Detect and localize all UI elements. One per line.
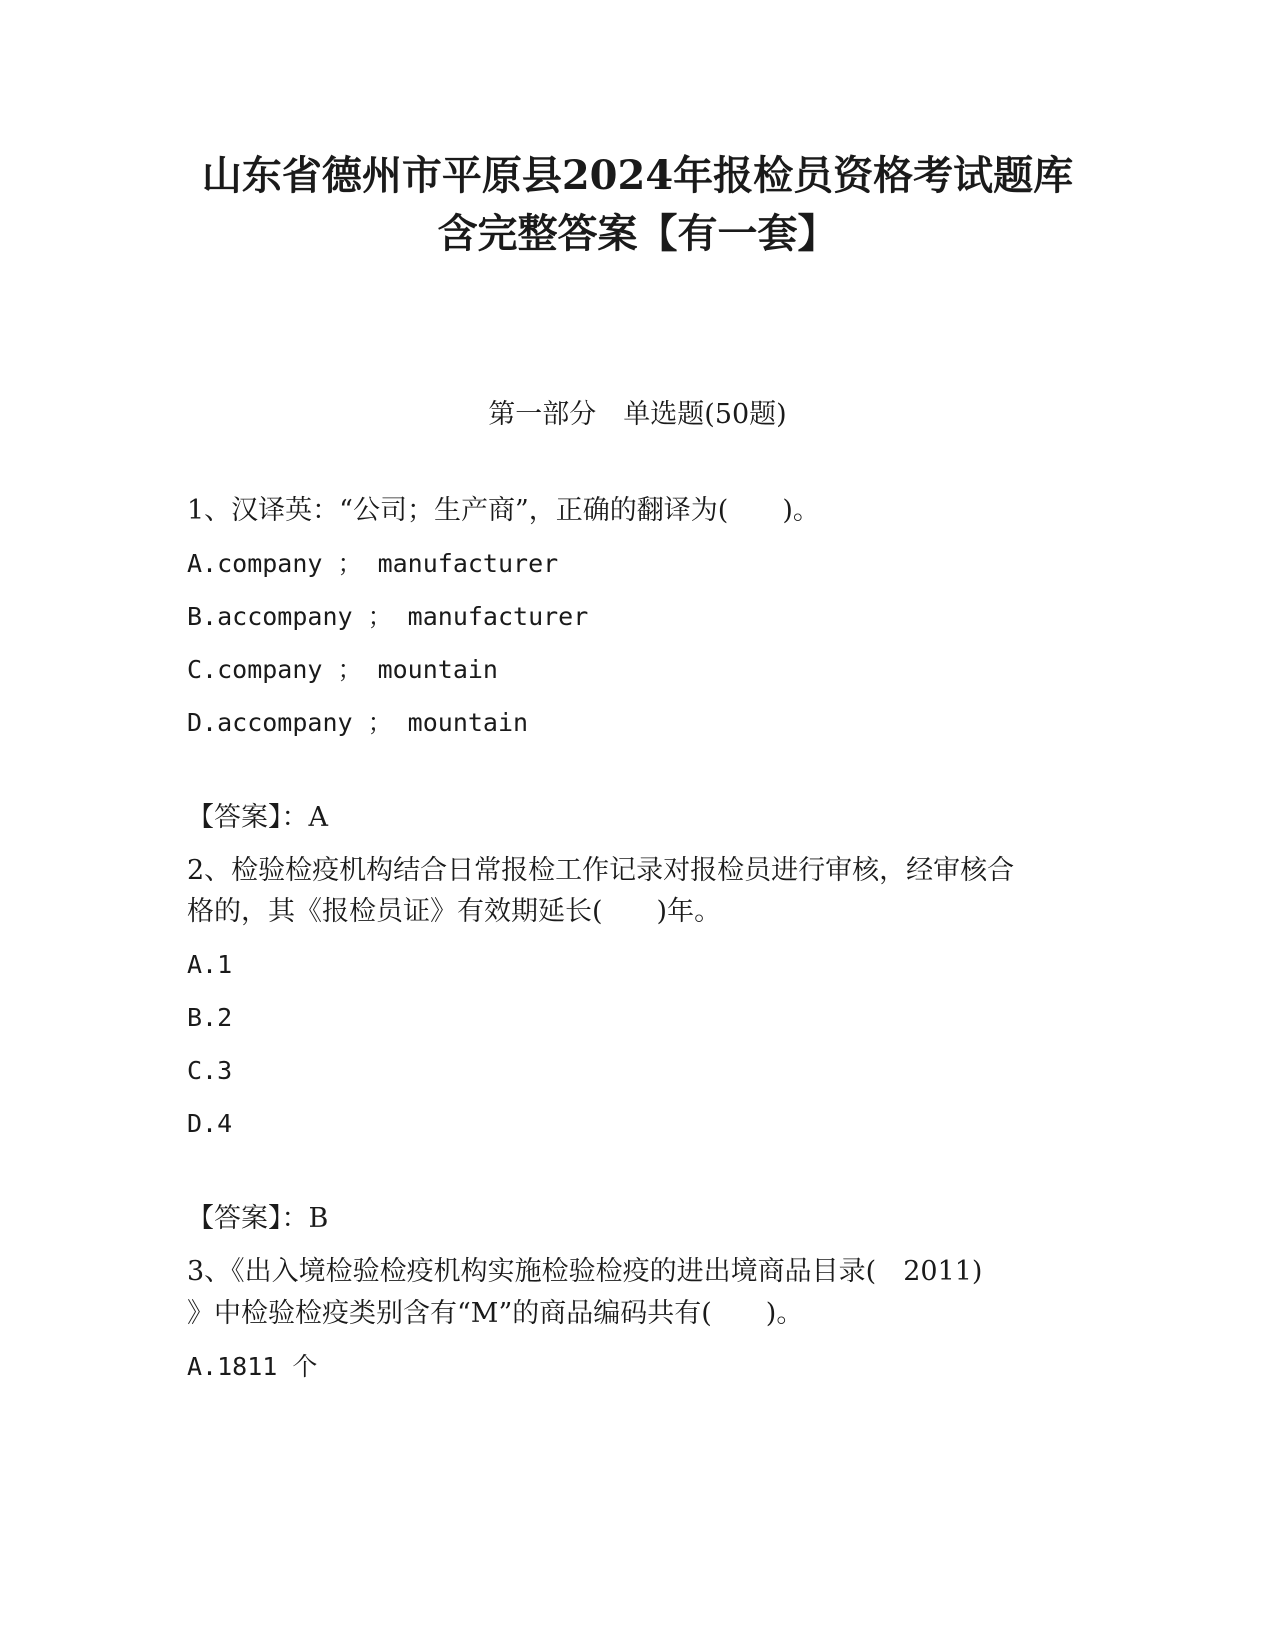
question-2-option-b: B.2: [187, 1003, 233, 1032]
question-2-option-c: C.3: [187, 1056, 233, 1085]
question-1-option-b: B.accompany ； manufacturer: [187, 602, 589, 631]
question-3-stem-line-1: 3、《出入境检验检疫机构实施检验检疫的进出境商品目录( 2011): [187, 1256, 983, 1287]
question-1-stem: 1、汉译英：“公司；生产商”，正确的翻译为( )。: [187, 495, 820, 526]
question-2-stem-line-1: 2、检验检疫机构结合日常报检工作记录对报检员进行审核，经审核合: [187, 855, 1015, 886]
section-heading: 第一部分 单选题(50题): [488, 399, 787, 430]
question-1-option-c: C.company ； mountain: [187, 655, 498, 684]
question-3-stem-line-2: 》中检验检疫类别含有“M”的商品编码共有( )。: [187, 1298, 804, 1329]
question-2-answer: 【答案】：B: [187, 1203, 329, 1234]
question-2-option-d: D.4: [187, 1109, 233, 1138]
question-1-answer: 【答案】：A: [187, 802, 328, 833]
question-3-option-a: A.1811 个: [187, 1352, 318, 1381]
question-1-option-d: D.accompany ； mountain: [187, 708, 529, 737]
question-2-stem-line-2: 格的，其《报检员证》有效期延长( )年。: [187, 896, 722, 927]
document-title-line-1: 山东省德州市平原县2024年报检员资格考试题库: [201, 152, 1074, 199]
document-title-line-2: 含完整答案【有一套】: [437, 210, 838, 257]
question-2-option-a: A.1: [187, 950, 233, 979]
question-1-option-a: A.company ； manufacturer: [187, 549, 559, 578]
